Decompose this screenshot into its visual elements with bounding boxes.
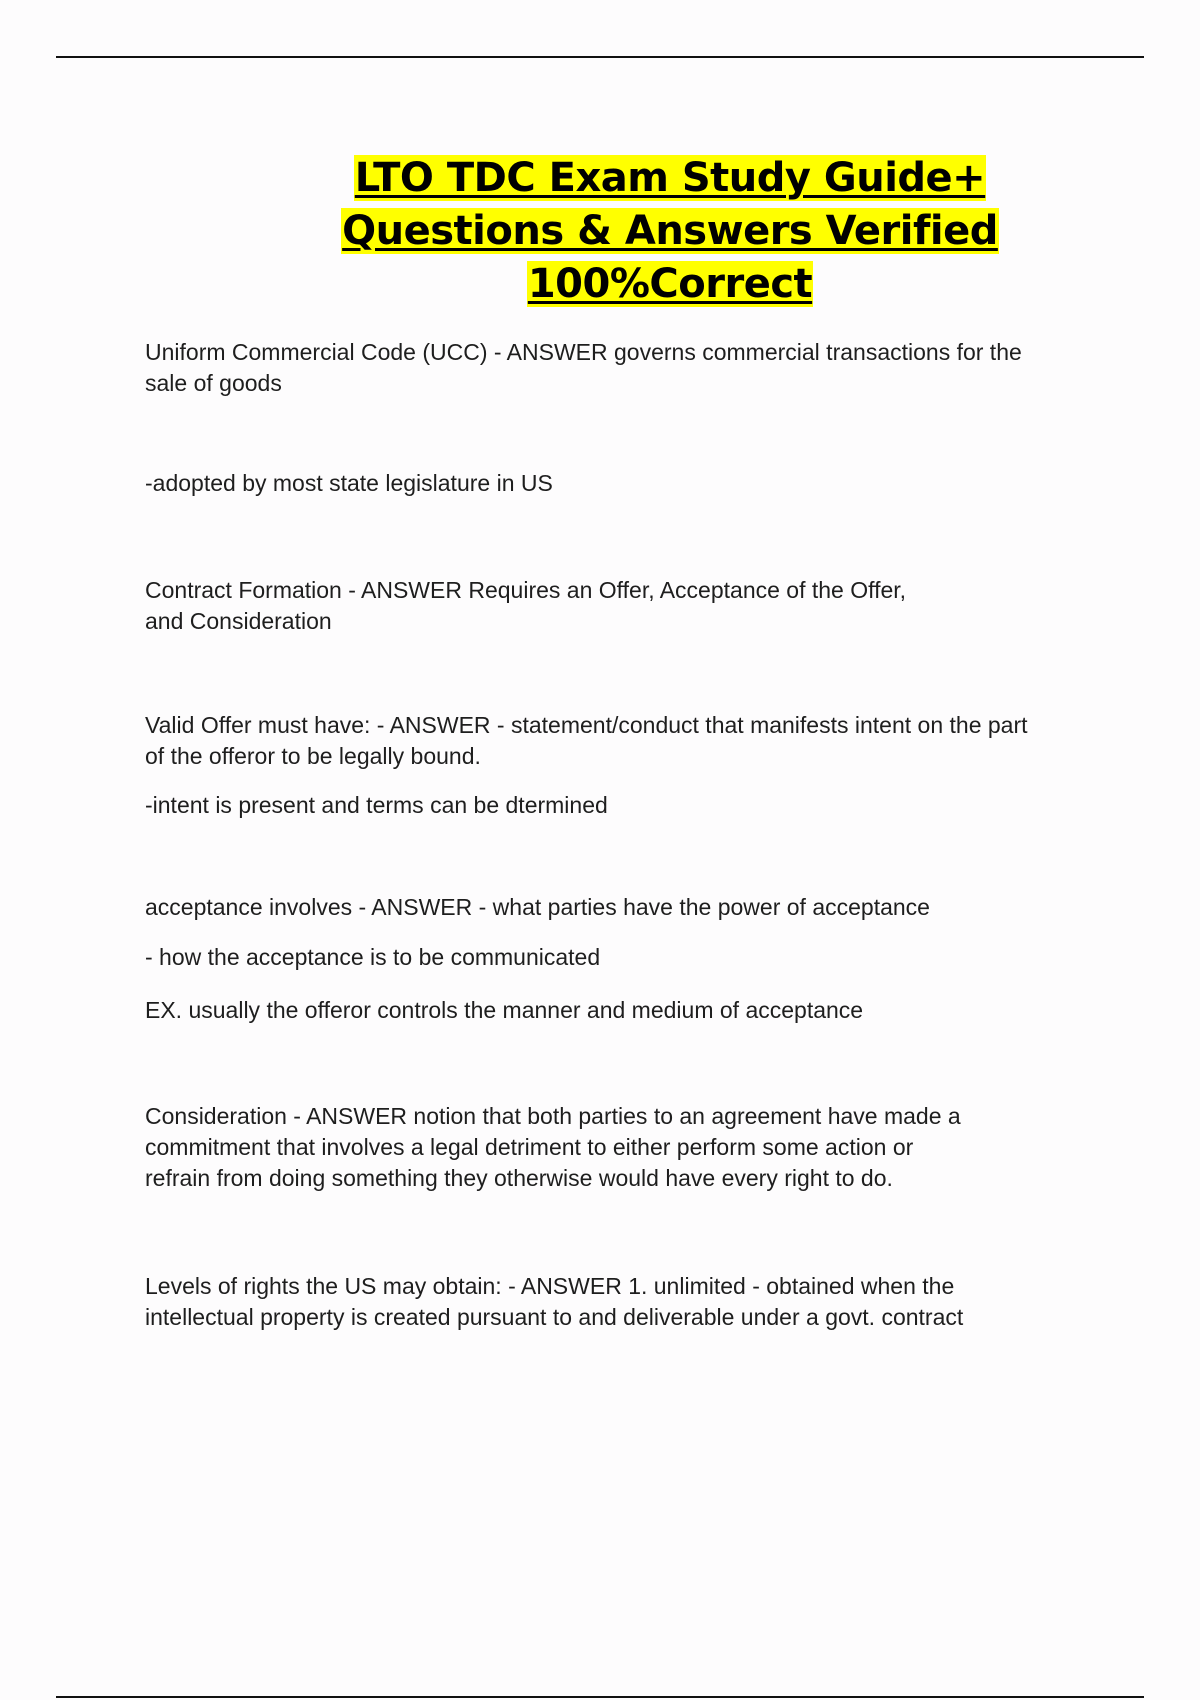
paragraph-consideration: Consideration - ANSWER notion that both parties to an agreement have made a commitment that involves a legal detriment to either perform some action or refrain from doing something they otherwise would have every right to do. xyxy=(145,1103,961,1191)
paragraph-acceptance-example: EX. usually the offeror controls the manner and medium of acceptance xyxy=(145,997,864,1023)
paragraph-intent: -intent is present and terms can be dtermined xyxy=(145,792,608,818)
top-rule xyxy=(56,56,1144,58)
paragraph-valid-offer: Valid Offer must have: - ANSWER - statement/conduct that manifests intent on the part of the offeror to be legally bound. xyxy=(145,712,1028,769)
paragraph-ucc: Uniform Commercial Code (UCC) - ANSWER governs commercial transactions for the sale of goods xyxy=(145,339,1022,396)
title-line-1: LTO TDC Exam Study Guide+ xyxy=(354,155,986,201)
paragraph-levels-of-rights: Levels of rights the US may obtain: - ANSWER 1. unlimited - obtained when the intellectual property is created pursuant to and deliverable under a govt. contract xyxy=(145,1273,964,1330)
title-line-3: 100%Correct xyxy=(527,261,813,307)
paragraph-acceptance: acceptance involves - ANSWER - what parties have the power of acceptance xyxy=(145,894,930,920)
document-title xyxy=(340,152,1000,311)
title-line-2: Questions & Answers Verified xyxy=(342,208,998,254)
paragraph-ucc-adopted: -adopted by most state legislature in US xyxy=(145,470,553,496)
paragraph-acceptance-communicated: - how the acceptance is to be communicated xyxy=(145,944,601,970)
paragraph-contract-formation: Contract Formation - ANSWER Requires an Offer, Acceptance of the Offer, and Consideration xyxy=(145,577,907,634)
bottom-rule xyxy=(56,1696,1144,1698)
